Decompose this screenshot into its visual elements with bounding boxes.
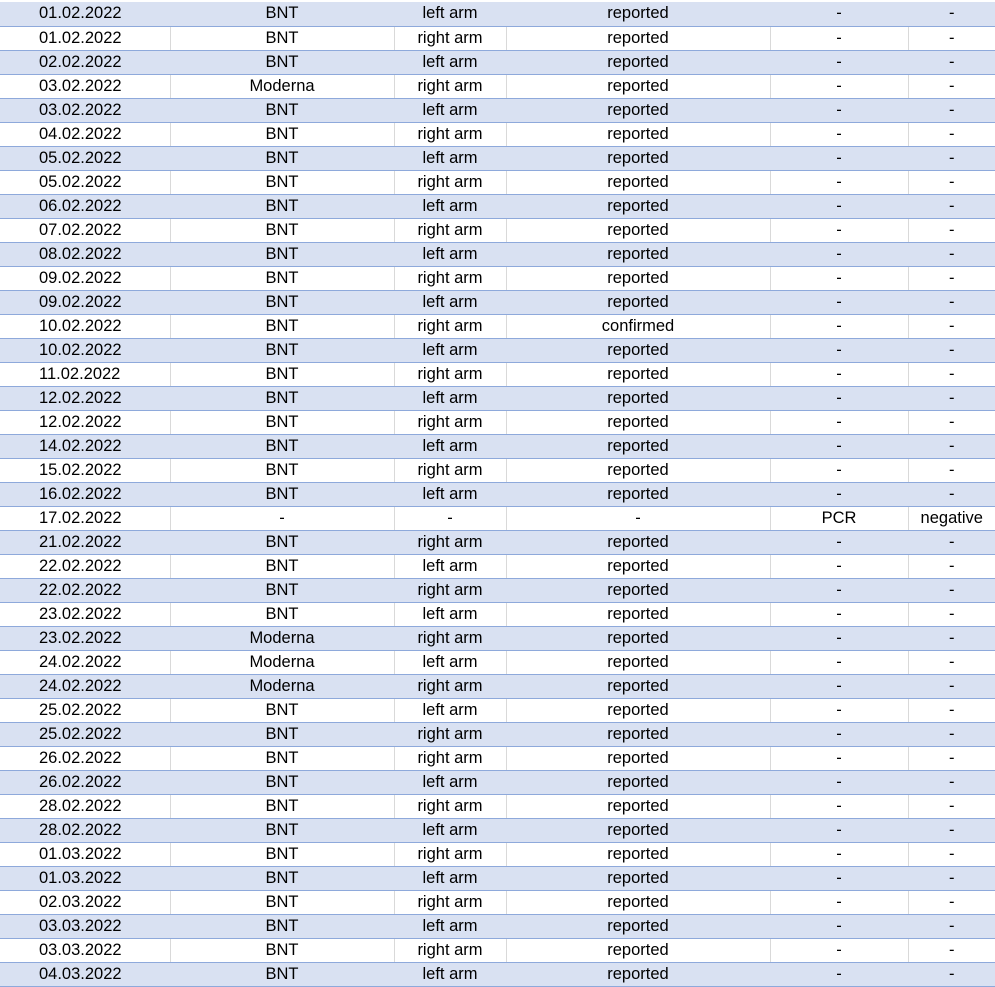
date-cell: 21.02.2022 [0, 530, 170, 554]
date-cell: 09.02.2022 [0, 290, 170, 314]
date-cell: 01.02.2022 [0, 2, 170, 26]
vaccine-cell: BNT [170, 170, 394, 194]
arm-cell: left arm [394, 962, 506, 986]
date-cell: 25.02.2022 [0, 722, 170, 746]
test-result-cell: - [908, 338, 995, 362]
test-result-cell: - [908, 602, 995, 626]
status-cell: confirmed [506, 314, 770, 338]
test-type-cell: - [770, 98, 908, 122]
arm-cell: left arm [394, 770, 506, 794]
test-type-cell: - [770, 578, 908, 602]
test-result-cell: - [908, 74, 995, 98]
test-result-cell: - [908, 890, 995, 914]
date-cell: 26.02.2022 [0, 770, 170, 794]
date-cell: 28.02.2022 [0, 794, 170, 818]
test-type-cell: - [770, 746, 908, 770]
table-row [0, 314, 995, 338]
vaccine-cell: - [170, 506, 394, 530]
table-row [0, 602, 995, 626]
status-cell: reported [506, 194, 770, 218]
vaccine-cell: BNT [170, 746, 394, 770]
test-result-cell: - [908, 218, 995, 242]
test-result-cell: - [908, 482, 995, 506]
status-cell: reported [506, 890, 770, 914]
vaccine-cell: BNT [170, 434, 394, 458]
arm-cell: right arm [394, 674, 506, 698]
table-row [0, 386, 995, 410]
table-row [0, 410, 995, 434]
date-cell: 10.02.2022 [0, 338, 170, 362]
status-cell: reported [506, 74, 770, 98]
test-result-cell: - [908, 98, 995, 122]
table-row [0, 194, 995, 218]
test-result-cell: - [908, 122, 995, 146]
arm-cell: left arm [394, 914, 506, 938]
test-result-cell: - [908, 266, 995, 290]
date-cell: 04.02.2022 [0, 122, 170, 146]
status-cell: reported [506, 794, 770, 818]
date-cell: 02.02.2022 [0, 50, 170, 74]
vaccine-cell: BNT [170, 866, 394, 890]
date-cell: 24.02.2022 [0, 674, 170, 698]
test-result-cell: - [908, 962, 995, 986]
test-type-cell: - [770, 266, 908, 290]
vaccine-cell: BNT [170, 914, 394, 938]
arm-cell: - [394, 506, 506, 530]
test-type-cell: - [770, 50, 908, 74]
arm-cell: right arm [394, 170, 506, 194]
date-cell: 03.02.2022 [0, 74, 170, 98]
vaccine-cell: BNT [170, 2, 394, 26]
test-result-cell: - [908, 794, 995, 818]
vaccine-cell: BNT [170, 458, 394, 482]
test-result-cell: - [908, 50, 995, 74]
arm-cell: left arm [394, 242, 506, 266]
test-result-cell: - [908, 458, 995, 482]
test-result-cell: - [908, 938, 995, 962]
date-cell: 03.02.2022 [0, 98, 170, 122]
test-type-cell: - [770, 938, 908, 962]
table-row [0, 938, 995, 962]
test-type-cell: - [770, 386, 908, 410]
table-row [0, 122, 995, 146]
test-type-cell: - [770, 434, 908, 458]
status-cell: reported [506, 650, 770, 674]
test-type-cell: - [770, 218, 908, 242]
date-cell: 17.02.2022 [0, 506, 170, 530]
table-row [0, 818, 995, 842]
table-body [0, 2, 995, 986]
status-cell: reported [506, 410, 770, 434]
test-result-cell: - [908, 578, 995, 602]
status-cell: reported [506, 218, 770, 242]
arm-cell: right arm [394, 626, 506, 650]
arm-cell: left arm [394, 554, 506, 578]
test-type-cell: - [770, 650, 908, 674]
test-result-cell: - [908, 866, 995, 890]
vaccine-cell: Moderna [170, 74, 394, 98]
vaccine-cell: BNT [170, 554, 394, 578]
test-type-cell: - [770, 26, 908, 50]
test-result-cell: - [908, 434, 995, 458]
vaccine-cell: BNT [170, 290, 394, 314]
vaccine-cell: Moderna [170, 626, 394, 650]
test-result-cell: - [908, 722, 995, 746]
date-cell: 09.02.2022 [0, 266, 170, 290]
vaccine-cell: BNT [170, 890, 394, 914]
test-result-cell: - [908, 242, 995, 266]
table-row [0, 554, 995, 578]
table-row [0, 338, 995, 362]
vaccine-cell: BNT [170, 122, 394, 146]
status-cell: reported [506, 458, 770, 482]
vaccine-cell: BNT [170, 818, 394, 842]
vaccine-cell: BNT [170, 26, 394, 50]
vaccine-cell: BNT [170, 770, 394, 794]
test-type-cell: - [770, 170, 908, 194]
vaccine-cell: BNT [170, 98, 394, 122]
status-cell: reported [506, 2, 770, 26]
arm-cell: right arm [394, 26, 506, 50]
vaccine-cell: BNT [170, 578, 394, 602]
test-type-cell: - [770, 866, 908, 890]
vaccine-cell: BNT [170, 938, 394, 962]
vaccine-cell: BNT [170, 146, 394, 170]
table-row [0, 170, 995, 194]
arm-cell: left arm [394, 866, 506, 890]
table-row [0, 962, 995, 986]
test-type-cell: - [770, 314, 908, 338]
vaccine-cell: BNT [170, 410, 394, 434]
test-type-cell: - [770, 602, 908, 626]
status-cell: reported [506, 338, 770, 362]
arm-cell: left arm [394, 338, 506, 362]
status-cell: reported [506, 266, 770, 290]
date-cell: 05.02.2022 [0, 146, 170, 170]
arm-cell: left arm [394, 146, 506, 170]
date-cell: 01.03.2022 [0, 842, 170, 866]
status-cell: reported [506, 626, 770, 650]
test-type-cell: - [770, 842, 908, 866]
test-type-cell: - [770, 698, 908, 722]
date-cell: 24.02.2022 [0, 650, 170, 674]
test-result-cell: - [908, 290, 995, 314]
status-cell: reported [506, 362, 770, 386]
test-type-cell: - [770, 146, 908, 170]
test-result-cell: - [908, 146, 995, 170]
date-cell: 01.02.2022 [0, 26, 170, 50]
vaccination-table [0, 2, 995, 987]
date-cell: 23.02.2022 [0, 626, 170, 650]
vaccine-cell: BNT [170, 482, 394, 506]
test-result-cell: - [908, 386, 995, 410]
arm-cell: right arm [394, 890, 506, 914]
arm-cell: right arm [394, 842, 506, 866]
test-type-cell: - [770, 722, 908, 746]
table-row [0, 794, 995, 818]
vaccine-cell: BNT [170, 530, 394, 554]
test-type-cell: - [770, 362, 908, 386]
status-cell: reported [506, 290, 770, 314]
status-cell: reported [506, 50, 770, 74]
status-cell: reported [506, 722, 770, 746]
arm-cell: left arm [394, 2, 506, 26]
test-type-cell: PCR [770, 506, 908, 530]
date-cell: 12.02.2022 [0, 410, 170, 434]
arm-cell: right arm [394, 458, 506, 482]
date-cell: 23.02.2022 [0, 602, 170, 626]
test-result-cell: - [908, 650, 995, 674]
vaccine-cell: BNT [170, 266, 394, 290]
date-cell: 04.03.2022 [0, 962, 170, 986]
test-type-cell: - [770, 458, 908, 482]
status-cell: - [506, 506, 770, 530]
status-cell: reported [506, 770, 770, 794]
table-row [0, 290, 995, 314]
arm-cell: right arm [394, 314, 506, 338]
vaccine-cell: BNT [170, 362, 394, 386]
test-result-cell: - [908, 746, 995, 770]
status-cell: reported [506, 674, 770, 698]
test-type-cell: - [770, 818, 908, 842]
date-cell: 02.03.2022 [0, 890, 170, 914]
table-row [0, 626, 995, 650]
test-result-cell: - [908, 362, 995, 386]
arm-cell: left arm [394, 650, 506, 674]
status-cell: reported [506, 98, 770, 122]
arm-cell: right arm [394, 722, 506, 746]
test-type-cell: - [770, 914, 908, 938]
vaccine-cell: BNT [170, 218, 394, 242]
arm-cell: left arm [394, 98, 506, 122]
test-result-cell: - [908, 314, 995, 338]
vaccine-cell: BNT [170, 242, 394, 266]
vaccine-cell: BNT [170, 602, 394, 626]
table-row [0, 698, 995, 722]
table-row [0, 530, 995, 554]
test-result-cell: - [908, 626, 995, 650]
test-result-cell: negative [908, 506, 995, 530]
vaccine-cell: BNT [170, 314, 394, 338]
table-row [0, 866, 995, 890]
test-type-cell: - [770, 242, 908, 266]
arm-cell: right arm [394, 746, 506, 770]
status-cell: reported [506, 698, 770, 722]
table-row [0, 362, 995, 386]
test-type-cell: - [770, 122, 908, 146]
arm-cell: left arm [394, 482, 506, 506]
test-type-cell: - [770, 530, 908, 554]
arm-cell: left arm [394, 698, 506, 722]
status-cell: reported [506, 938, 770, 962]
status-cell: reported [506, 434, 770, 458]
test-type-cell: - [770, 890, 908, 914]
test-type-cell: - [770, 962, 908, 986]
date-cell: 05.02.2022 [0, 170, 170, 194]
vaccine-cell: BNT [170, 338, 394, 362]
table-row [0, 74, 995, 98]
vaccine-cell: BNT [170, 722, 394, 746]
test-type-cell: - [770, 290, 908, 314]
arm-cell: left arm [394, 290, 506, 314]
vaccine-cell: BNT [170, 194, 394, 218]
vaccine-cell: Moderna [170, 650, 394, 674]
test-result-cell: - [908, 698, 995, 722]
date-cell: 12.02.2022 [0, 386, 170, 410]
test-type-cell: - [770, 770, 908, 794]
status-cell: reported [506, 602, 770, 626]
table-row [0, 578, 995, 602]
table-row [0, 26, 995, 50]
date-cell: 26.02.2022 [0, 746, 170, 770]
test-type-cell: - [770, 194, 908, 218]
test-type-cell: - [770, 74, 908, 98]
table-row [0, 890, 995, 914]
date-cell: 08.02.2022 [0, 242, 170, 266]
table-row [0, 506, 995, 530]
vaccine-cell: BNT [170, 842, 394, 866]
test-result-cell: - [908, 674, 995, 698]
date-cell: 11.02.2022 [0, 362, 170, 386]
table-row [0, 98, 995, 122]
table-row [0, 482, 995, 506]
table-row [0, 650, 995, 674]
status-cell: reported [506, 482, 770, 506]
status-cell: reported [506, 746, 770, 770]
test-type-cell: - [770, 554, 908, 578]
arm-cell: left arm [394, 50, 506, 74]
test-result-cell: - [908, 530, 995, 554]
arm-cell: right arm [394, 266, 506, 290]
table-row [0, 914, 995, 938]
table-row [0, 2, 995, 26]
status-cell: reported [506, 170, 770, 194]
test-type-cell: - [770, 410, 908, 434]
vaccine-cell: BNT [170, 962, 394, 986]
status-cell: reported [506, 818, 770, 842]
test-type-cell: - [770, 626, 908, 650]
date-cell: 10.02.2022 [0, 314, 170, 338]
test-result-cell: - [908, 554, 995, 578]
arm-cell: left arm [394, 602, 506, 626]
status-cell: reported [506, 962, 770, 986]
test-result-cell: - [908, 26, 995, 50]
status-cell: reported [506, 578, 770, 602]
date-cell: 22.02.2022 [0, 578, 170, 602]
table-row [0, 218, 995, 242]
table-row [0, 434, 995, 458]
status-cell: reported [506, 530, 770, 554]
status-cell: reported [506, 122, 770, 146]
table-row [0, 722, 995, 746]
vaccine-cell: BNT [170, 50, 394, 74]
table-row [0, 674, 995, 698]
status-cell: reported [506, 842, 770, 866]
vaccine-cell: BNT [170, 698, 394, 722]
table-row [0, 50, 995, 74]
date-cell: 03.03.2022 [0, 914, 170, 938]
date-cell: 25.02.2022 [0, 698, 170, 722]
test-result-cell: - [908, 170, 995, 194]
date-cell: 15.02.2022 [0, 458, 170, 482]
date-cell: 14.02.2022 [0, 434, 170, 458]
vaccine-cell: BNT [170, 794, 394, 818]
test-type-cell: - [770, 794, 908, 818]
table-row [0, 146, 995, 170]
arm-cell: left arm [394, 434, 506, 458]
test-result-cell: - [908, 770, 995, 794]
test-result-cell: - [908, 2, 995, 26]
table-row [0, 842, 995, 866]
test-type-cell: - [770, 674, 908, 698]
date-cell: 28.02.2022 [0, 818, 170, 842]
arm-cell: left arm [394, 386, 506, 410]
test-result-cell: - [908, 194, 995, 218]
table-row [0, 242, 995, 266]
date-cell: 22.02.2022 [0, 554, 170, 578]
arm-cell: left arm [394, 194, 506, 218]
status-cell: reported [506, 242, 770, 266]
arm-cell: right arm [394, 410, 506, 434]
date-cell: 03.03.2022 [0, 938, 170, 962]
status-cell: reported [506, 554, 770, 578]
date-cell: 06.02.2022 [0, 194, 170, 218]
test-result-cell: - [908, 410, 995, 434]
arm-cell: right arm [394, 530, 506, 554]
test-type-cell: - [770, 482, 908, 506]
date-cell: 01.03.2022 [0, 866, 170, 890]
arm-cell: right arm [394, 122, 506, 146]
table-row [0, 746, 995, 770]
arm-cell: right arm [394, 938, 506, 962]
test-type-cell: - [770, 2, 908, 26]
table-row [0, 770, 995, 794]
status-cell: reported [506, 866, 770, 890]
arm-cell: right arm [394, 362, 506, 386]
status-cell: reported [506, 146, 770, 170]
date-cell: 16.02.2022 [0, 482, 170, 506]
vaccine-cell: Moderna [170, 674, 394, 698]
arm-cell: right arm [394, 794, 506, 818]
table-row [0, 458, 995, 482]
arm-cell: left arm [394, 818, 506, 842]
arm-cell: right arm [394, 578, 506, 602]
test-result-cell: - [908, 914, 995, 938]
test-result-cell: - [908, 818, 995, 842]
table-row [0, 266, 995, 290]
status-cell: reported [506, 914, 770, 938]
arm-cell: right arm [394, 218, 506, 242]
status-cell: reported [506, 26, 770, 50]
test-result-cell: - [908, 842, 995, 866]
test-type-cell: - [770, 338, 908, 362]
date-cell: 07.02.2022 [0, 218, 170, 242]
arm-cell: right arm [394, 74, 506, 98]
vaccine-cell: BNT [170, 386, 394, 410]
status-cell: reported [506, 386, 770, 410]
